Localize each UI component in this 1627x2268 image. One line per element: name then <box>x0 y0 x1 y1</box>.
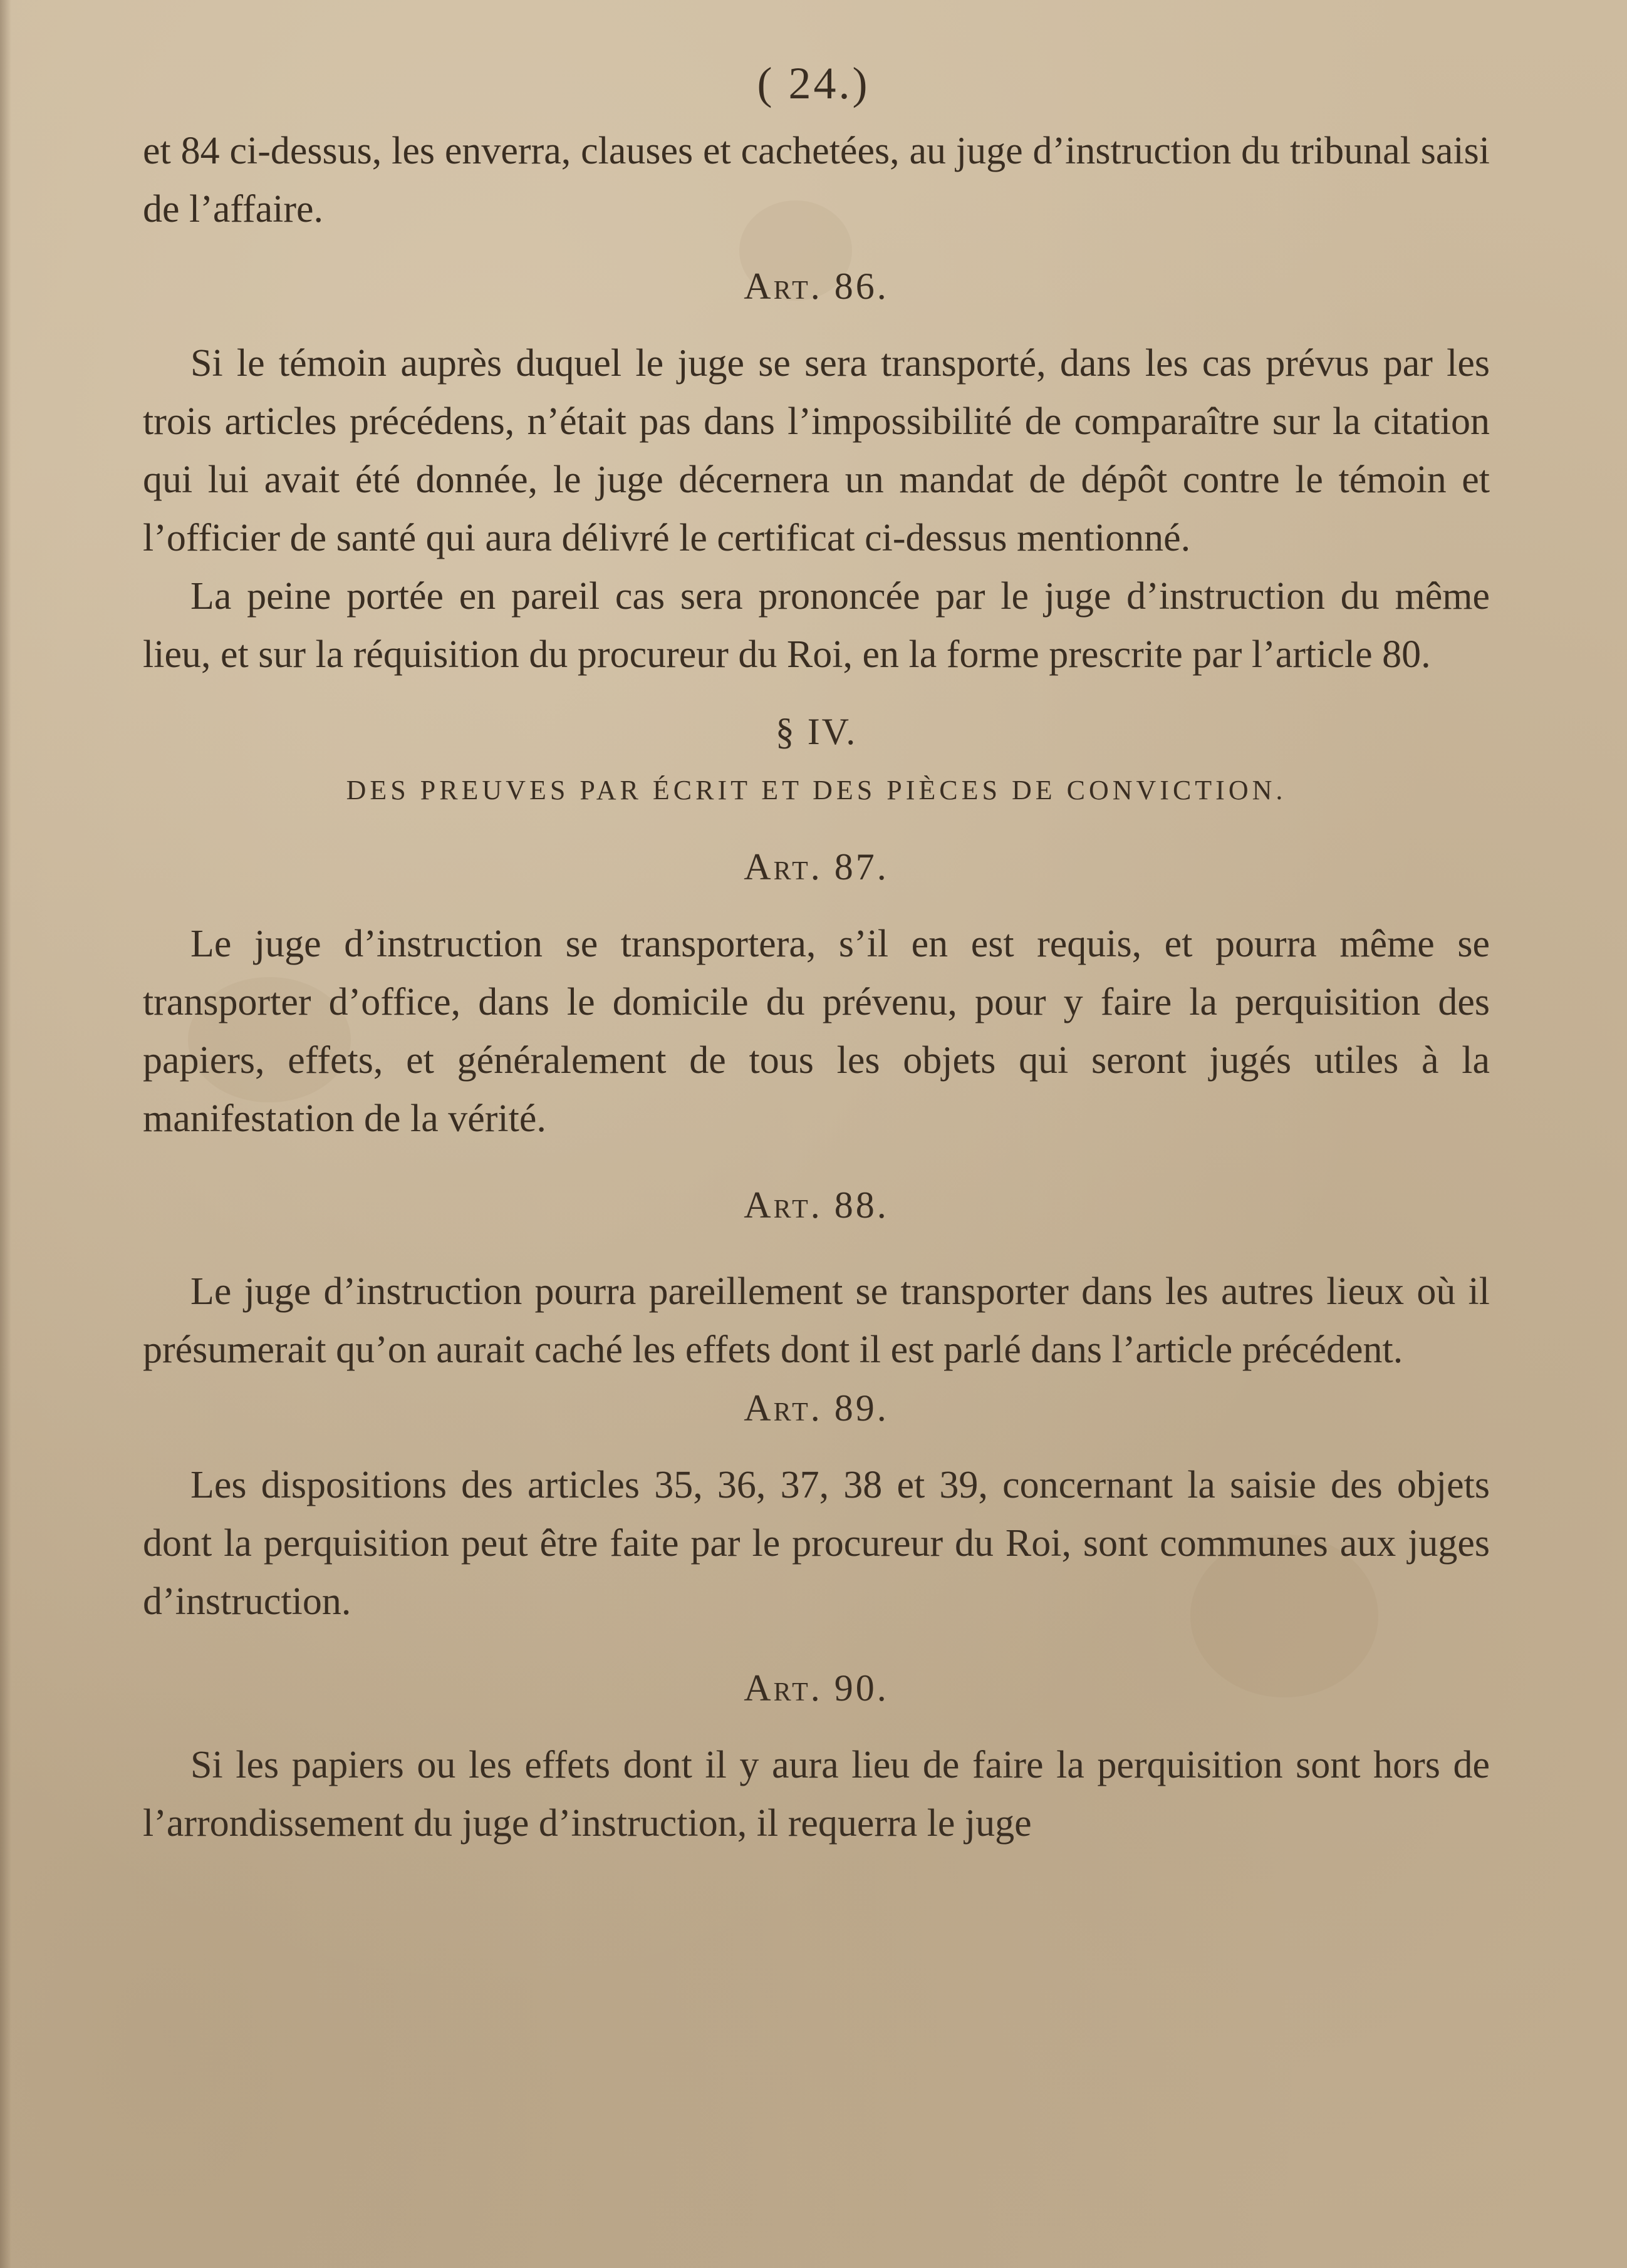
paragraph: Si les papiers ou les effets dont il y aura lieu de faire la perquisition sont hors de l’arrondissement du juge d’instruction, il requerra le juge <box>143 1744 1490 1845</box>
article-label: Art. <box>744 1184 823 1226</box>
article-heading <box>143 1659 1490 1717</box>
paragraph: Le juge d’instruction pourra pareillement se transporter dans les autres lieux où il présumerait qu’on aurait caché les effets dont il est parlé dans l’article précédent. <box>143 1270 1490 1371</box>
body-text <box>143 122 1490 1853</box>
article-heading <box>143 257 1490 316</box>
paragraph: Les dispositions des articles 35, 36, 37, 38 et 39, concernant la saisie des objets dont la perquisition peut être faite par le procureur du Roi, sont communes aux juges d’instruction. <box>143 1464 1490 1623</box>
page-binding-edge <box>0 0 11 2268</box>
article-label: Art. <box>744 1667 823 1709</box>
article-heading <box>143 838 1490 896</box>
article-number: 89. <box>834 1387 889 1429</box>
article-number: 87. <box>834 846 889 888</box>
article-number: 88. <box>834 1184 889 1226</box>
article-heading <box>143 1379 1490 1437</box>
paragraph: Le juge d’instruction se transportera, s’il en est requis, et pourra même se transporter d’office, dans le domicile du prévenu, pour y faire la perquisition des papiers, effets, et généralement de tous les objets qui seront jugés utiles à la manifestation de la vérité. <box>143 923 1490 1140</box>
section-mark: § IV. <box>775 711 858 752</box>
page-number: ( 24.) <box>757 58 870 108</box>
paragraph: et 84 ci-dessus, les enverra, clauses et cachetées, au juge d’instruction du tribunal saisi de l’affaire. <box>143 130 1490 230</box>
article-label: Art. <box>744 266 823 307</box>
paragraph: La peine portée en pareil cas sera prononcée par le juge d’instruction du même lieu, et sur la réquisition du procureur du Roi, en la forme prescrite par l’article 80. <box>143 575 1490 676</box>
article-number: 90. <box>834 1667 889 1709</box>
article-label: Art. <box>744 846 823 888</box>
section-title: DES PREUVES PAR ÉCRIT ET DES PIÈCES DE CONVICTION. <box>346 775 1287 805</box>
paragraph: Si le témoin auprès duquel le juge se sera transporté, dans les cas prévus par les trois articles précédens, n’était pas dans l’impossibilité de comparaître sur la citation qui lui avait été donnée, le juge décernera un mandat de dépôt contre le témoin et l’officier de santé qui aura délivré le certificat ci-dessus mentionné. <box>143 342 1490 559</box>
article-label: Art. <box>744 1387 823 1429</box>
article-number: 86. <box>834 266 889 307</box>
article-heading <box>143 1176 1490 1235</box>
